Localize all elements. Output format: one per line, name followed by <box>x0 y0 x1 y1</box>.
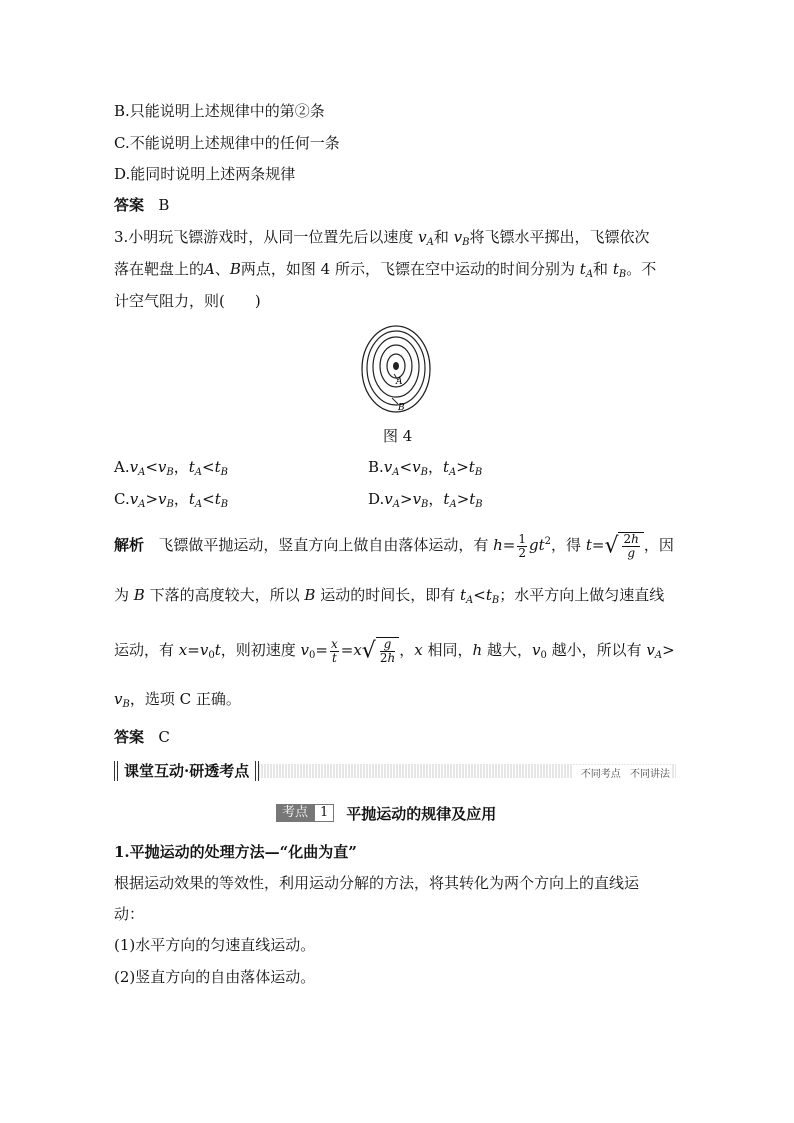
banner-tag: 不同讲法 <box>630 769 670 780</box>
q3-text: 。不 <box>626 260 657 278</box>
choice-label: D. <box>368 490 385 508</box>
section-banner <box>114 761 676 781</box>
analysis-text: 相同， <box>427 641 473 659</box>
analysis-text: ，则初速度 <box>220 641 296 659</box>
question3-line2: 落在靶盘上的A、B两点，如图 4 所示，飞镖在空中运动的时间分别为 $t_A$和 $t_B$。不 <box>114 260 657 280</box>
analysis-text: 下落的高度较大，所以 <box>149 586 300 604</box>
choice-c: $C.v_A>v_B$，$t_A<t_B$ <box>114 490 229 510</box>
option-d: D.能同时说明上述两条规律 <box>114 165 296 183</box>
q3-text: 落在靶盘上的 <box>114 260 205 278</box>
answer-label: 答案 <box>114 196 145 214</box>
q3-text: 3.小明玩飞镖游戏时，从同一位置先后以速度 <box>114 228 414 246</box>
bullseye <box>393 362 399 370</box>
analysis-text: ，因 <box>643 536 674 554</box>
analysis-text: ， <box>399 641 415 659</box>
choice-label: A. <box>114 458 130 476</box>
choice-a: $A.v_A<v_B$，$t_A<t_B$ <box>114 458 228 478</box>
analysis-text: 运动的时间长，即有 <box>320 586 456 604</box>
option-b: B.只能说明上述规律中的第②条 <box>114 102 325 120</box>
option-c: C.不能说明上述规律中的任何一条 <box>114 134 340 152</box>
choice-label: C. <box>114 490 130 508</box>
analysis-text: 越大， <box>486 641 532 659</box>
answer-value: B <box>158 196 170 214</box>
body-heading: 1.平抛运动的处理方法—“化曲为直” <box>114 843 357 861</box>
figure-caption: 图 4 <box>383 427 413 445</box>
banner-title: 课堂互动·研透考点 <box>114 761 259 781</box>
question3-line1: 3.小明玩飞镖游戏时，从同一位置先后以速度 $v_A$和 $v_B$将飞镖水平掷出，飞镖依次 <box>114 228 650 248</box>
choice-b: $B.v_A<v_B$，$t_A>t_B$ <box>368 458 483 478</box>
answer-label: 答案 <box>114 728 145 746</box>
analysis-line3: 运动，有 $x=v_0t$，则初速度 $v_0=$ $\frac{x}{t}$ =x√ $\frac{g}{2h}$ ，x 相同，h 越大，$v_0$ 越小，所以有 $v_A>$ <box>114 636 675 665</box>
q3-text: 和 <box>593 260 609 278</box>
analysis-line2: 为 B 下落的高度较大，所以 B 运动的时间长，即有 $t_A<t_B$；水平方向上做匀速直线 <box>114 586 665 606</box>
body-paragraph: 根据运动效果的等效性，利用运动分解的方法，将其转化为两个方向上的直线运 <box>114 874 640 892</box>
banner-tag: 不同考点 <box>580 769 621 780</box>
q3-text: 将飞镖水平掷出，飞镖依次 <box>469 228 650 246</box>
section-heading: 平抛运动的规律及应用 <box>346 804 497 823</box>
analysis-text: ，选项 C 正确。 <box>129 690 241 708</box>
analysis-line1: 解析 飞镖做平抛运动，竖直方向上做自由落体运动，有 h= $\frac{1}{2}$ $gt^2$，得 t=√ $\frac{2h}{g}$ ，因 <box>114 531 674 560</box>
analysis-text: 越小，所以有 <box>551 641 642 659</box>
choice-d: $D.v_A>v_B$，$t_A>t_B$ <box>368 490 483 510</box>
analysis-text: 飞镖做平抛运动，竖直方向上做自由落体运动，有 <box>158 536 489 554</box>
q3-text: 和 <box>433 228 449 246</box>
point-a-label: A <box>396 377 403 387</box>
banner-tags <box>573 765 672 780</box>
analysis-line4: $v_B$，选项 C 正确。 <box>114 690 241 710</box>
answer-value: C <box>158 728 170 746</box>
badge-number: 1 <box>314 804 334 822</box>
body-list-item: (1)水平方向的匀速直线运动。 <box>114 936 316 954</box>
choice-label: B. <box>368 458 384 476</box>
answer-2 <box>114 727 170 747</box>
analysis-text: ；水平方向上做匀速直线 <box>499 586 665 604</box>
dartboard-figure <box>358 322 438 418</box>
q3-text: 两点，如图 4 所示，飞镖在空中运动的时间分别为 <box>240 260 575 278</box>
point-b-label: B <box>398 403 405 413</box>
analysis-text: 为 <box>114 586 130 604</box>
analysis-text: 运动，有 <box>114 641 175 659</box>
analysis-text: ，得 <box>551 536 582 554</box>
badge-label: 考点 <box>276 804 314 822</box>
body-paragraph-cont: 动： <box>114 905 145 923</box>
body-list-item: (2)竖直方向的自由落体运动。 <box>114 968 316 986</box>
topic-badge <box>276 804 496 822</box>
question3-line3: 计空气阻力，则( ) <box>114 292 261 310</box>
analysis-label: 解析 <box>114 536 145 554</box>
answer-1 <box>114 195 169 215</box>
q3-text: 、 <box>214 260 230 278</box>
